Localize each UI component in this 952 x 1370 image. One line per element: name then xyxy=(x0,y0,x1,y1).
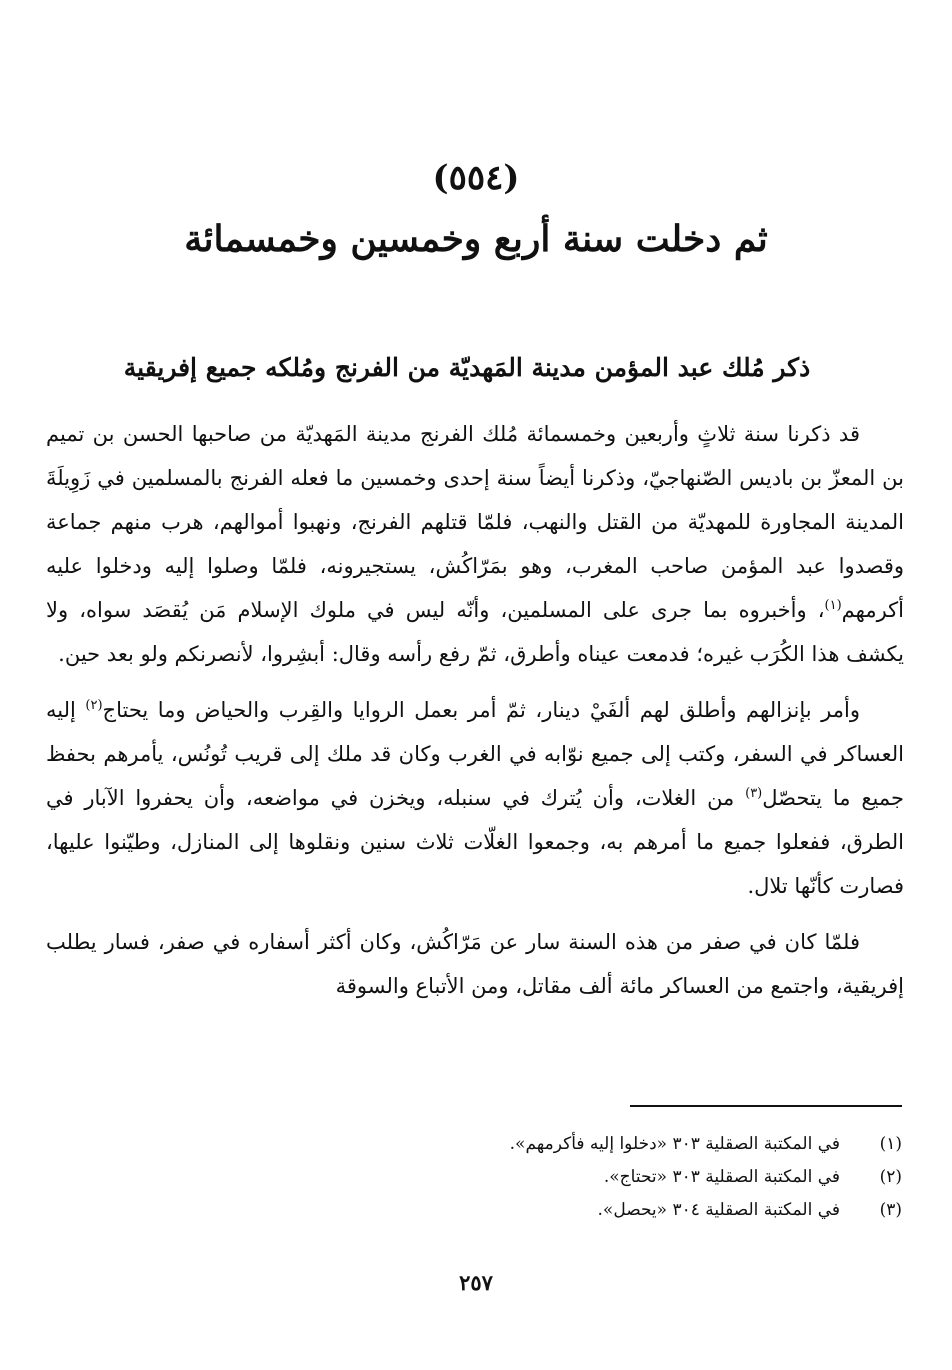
paragraph-2-part-1: وأمر بإنزالهم وأطلق لهم ألفَيْ دينار، ثمّ أمر بعمل الروايا والقِرب والحياض وما يحتاج xyxy=(102,698,860,722)
paragraph-1 xyxy=(46,412,904,676)
footnote-text: في المكتبة الصقلية ٣٠٣ «تحتاج». xyxy=(603,1167,840,1187)
footnotes xyxy=(60,1128,902,1227)
footnote-text: في المكتبة الصقلية ٣٠٣ «دخلوا إليه فأكرمهم». xyxy=(509,1134,840,1154)
paragraph-3: فلمّا كان في صفر من هذه السنة سار عن مَرّاكُش، وكان أكثر أسفاره في صفر، فسار يطلب إفريقية، واجتمع من العساكر مائة ألف مقاتل، ومن الأتباع والسوقة xyxy=(46,930,904,998)
year-title: ثم دخلت سنة أربع وخمسين وخمسمائة xyxy=(184,218,768,260)
section-heading: ذكر مُلك عبد المؤمن مدينة المَهديّة من الفرنج ومُلكه جميع إفريقية xyxy=(123,353,811,382)
footnote-number: (٢) xyxy=(879,1167,902,1187)
paragraph-1-part-2: ، وأخبروه بما جرى على المسلمين، وأنّه ليس في ملوك الإسلام مَن يُقصَد سواه، ولا يكشف هذا الكُرَب غيره؛ فدمعت عيناه وأطرق، ثمّ رفع رأسه وقال: أبشِروا، لأنصرنكم ولو بعد حين. xyxy=(46,598,904,666)
footnote-3 xyxy=(60,1194,902,1227)
footnote-divider xyxy=(630,1105,902,1107)
footnote-text: في المكتبة الصقلية ٣٠٤ «يحصل». xyxy=(597,1200,840,1220)
paragraph-2-part-2: إليه العساكر في السفر، وكتب إلى جميع نوّابه في الغرب وكان قد ملك إلى قريب تُونُس، يأمرهم بحفظ جميع ما يتحصّل xyxy=(46,698,904,810)
footnote-number: (٣) xyxy=(879,1200,902,1220)
footnote-ref-3: (٣) xyxy=(745,786,763,801)
page-number: ٢٥٧ xyxy=(459,1270,493,1295)
footnote-1 xyxy=(60,1128,902,1161)
footnote-ref-2: (٢) xyxy=(85,698,103,713)
footnote-ref-1: (١) xyxy=(824,598,842,613)
paragraph-2 xyxy=(46,688,904,908)
paragraph-1-part-1: قد ذكرنا سنة ثلاثٍ وأربعين وخمسمائة مُلك الفرنج مدينة المَهديّة من صاحبها الحسن بن تميم بن المعزّ بن باديس الصّنهاجيّ، وذكرنا أيضاً سنة إحدى وخمسين ما فعله الفرنج بالمسلمين في زَوِيلَةَ المدينة المجاورة للمهديّة من القتل والنهب، فلمّا قتلهم الفرنج، ونهبوا أموالهم، هرب منهم جماعة وقصدوا عبد المؤمن صاحب المغرب، وهو بمَرّاكُش، يستجيرونه، فلمّا وصلوا إليه ودخلوا عليه أكرمهم xyxy=(46,422,904,622)
footnote-number: (١) xyxy=(879,1134,902,1154)
body-text xyxy=(46,412,904,1008)
paragraph-2-part-3: من الغلات، وأن يُترك في سنبله، ويخزن في مواضعه، وأن يحفروا الآبار في الطرق، ففعلوا جميع ما أمرهم به، وجمعوا الغلّات ثلاث سنين ونقلوها إلى المنازل، وطيّنوا عليها، فصارت كأنّها تلال. xyxy=(46,786,904,898)
year-number: (٥٥٤) xyxy=(432,158,520,198)
footnote-2 xyxy=(60,1161,902,1194)
